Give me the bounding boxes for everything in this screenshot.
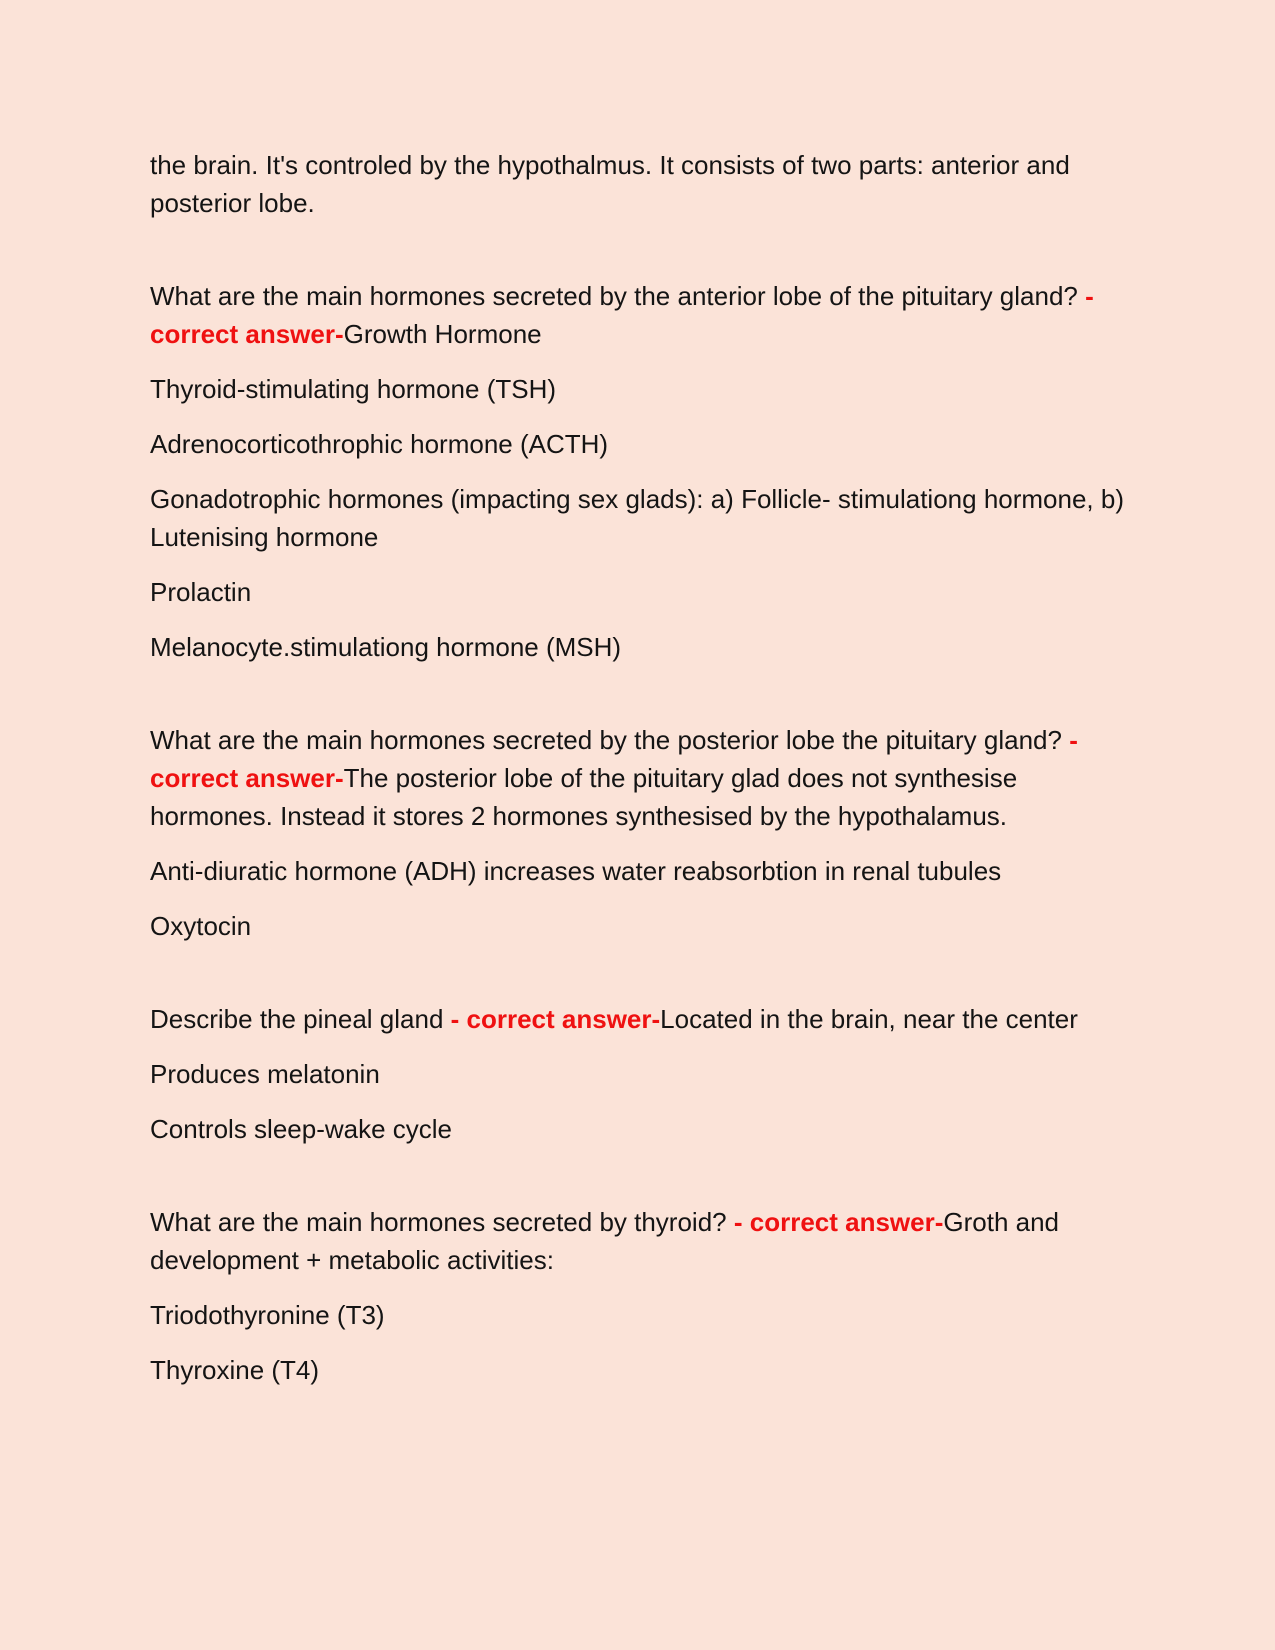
- correct-answer-marker: - correct answer-: [450, 1004, 661, 1034]
- answer-text: Located in the brain, near the center: [660, 1004, 1078, 1034]
- answer-line: Prolactin: [150, 577, 252, 607]
- question-text: What are the main hormones secreted by the posterior lobe the pituitary gland?: [150, 725, 1070, 755]
- qa-question-paragraph: [150, 277, 1140, 353]
- answer-line: Gonadotrophic hormones (impacting sex glads): a) Follicle- stimulationg hormone, b) Lutenising hormone: [150, 484, 1124, 552]
- answer-line: Oxytocin: [150, 911, 252, 941]
- answer-line: Thyroxine (T4): [150, 1355, 320, 1385]
- answer-text: The posterior lobe of the pituitary glad does not synthesise hormones. Instead it stores 2 hormones synthesised by the hypothalamus.: [150, 763, 1018, 831]
- answer-text: Groth and development + metabolic activities:: [150, 1207, 1060, 1275]
- correct-answer-marker: - correct answer-: [150, 281, 1094, 349]
- answer-line: Triodothyronine (T3): [150, 1300, 385, 1330]
- document-page: [150, 146, 1140, 1389]
- qa-question-paragraph: [150, 721, 1140, 835]
- question-text: Describe the pineal gland: [150, 1004, 451, 1034]
- answer-line: Melanocyte.stimulationg hormone (MSH): [150, 632, 622, 662]
- spacer: [150, 945, 1140, 1000]
- answer-line: Adrenocorticothrophic hormone (ACTH): [150, 429, 609, 459]
- intro-paragraph: the brain. It's controled by the hypothalmus. It consists of two parts: anterior and posterior lobe.: [150, 150, 1070, 218]
- answer-line: Thyroid-stimulating hormone (TSH): [150, 374, 557, 404]
- correct-answer-marker: - correct answer-: [733, 1207, 944, 1237]
- qa-block-posterior-pituitary: [150, 721, 1140, 945]
- qa-question-paragraph: [150, 1203, 1140, 1279]
- spacer: [150, 666, 1140, 721]
- correct-answer-marker: - correct answer-: [150, 725, 1078, 793]
- question-text: What are the main hormones secreted by the anterior lobe of the pituitary gland?: [150, 281, 1086, 311]
- answer-line: Produces melatonin: [150, 1059, 380, 1089]
- question-text: What are the main hormones secreted by thyroid?: [150, 1207, 734, 1237]
- qa-block-pineal-gland: [150, 1000, 1140, 1148]
- spacer: [150, 1148, 1140, 1203]
- answer-text: Growth Hormone: [343, 319, 542, 349]
- qa-question-paragraph: [150, 1000, 1140, 1038]
- spacer: [150, 222, 1140, 277]
- qa-block-anterior-pituitary: [150, 277, 1140, 666]
- answer-line: Controls sleep-wake cycle: [150, 1114, 453, 1144]
- qa-block-thyroid: [150, 1203, 1140, 1389]
- answer-line: Anti-diuratic hormone (ADH) increases water reabsorbtion in renal tubules: [150, 856, 1002, 886]
